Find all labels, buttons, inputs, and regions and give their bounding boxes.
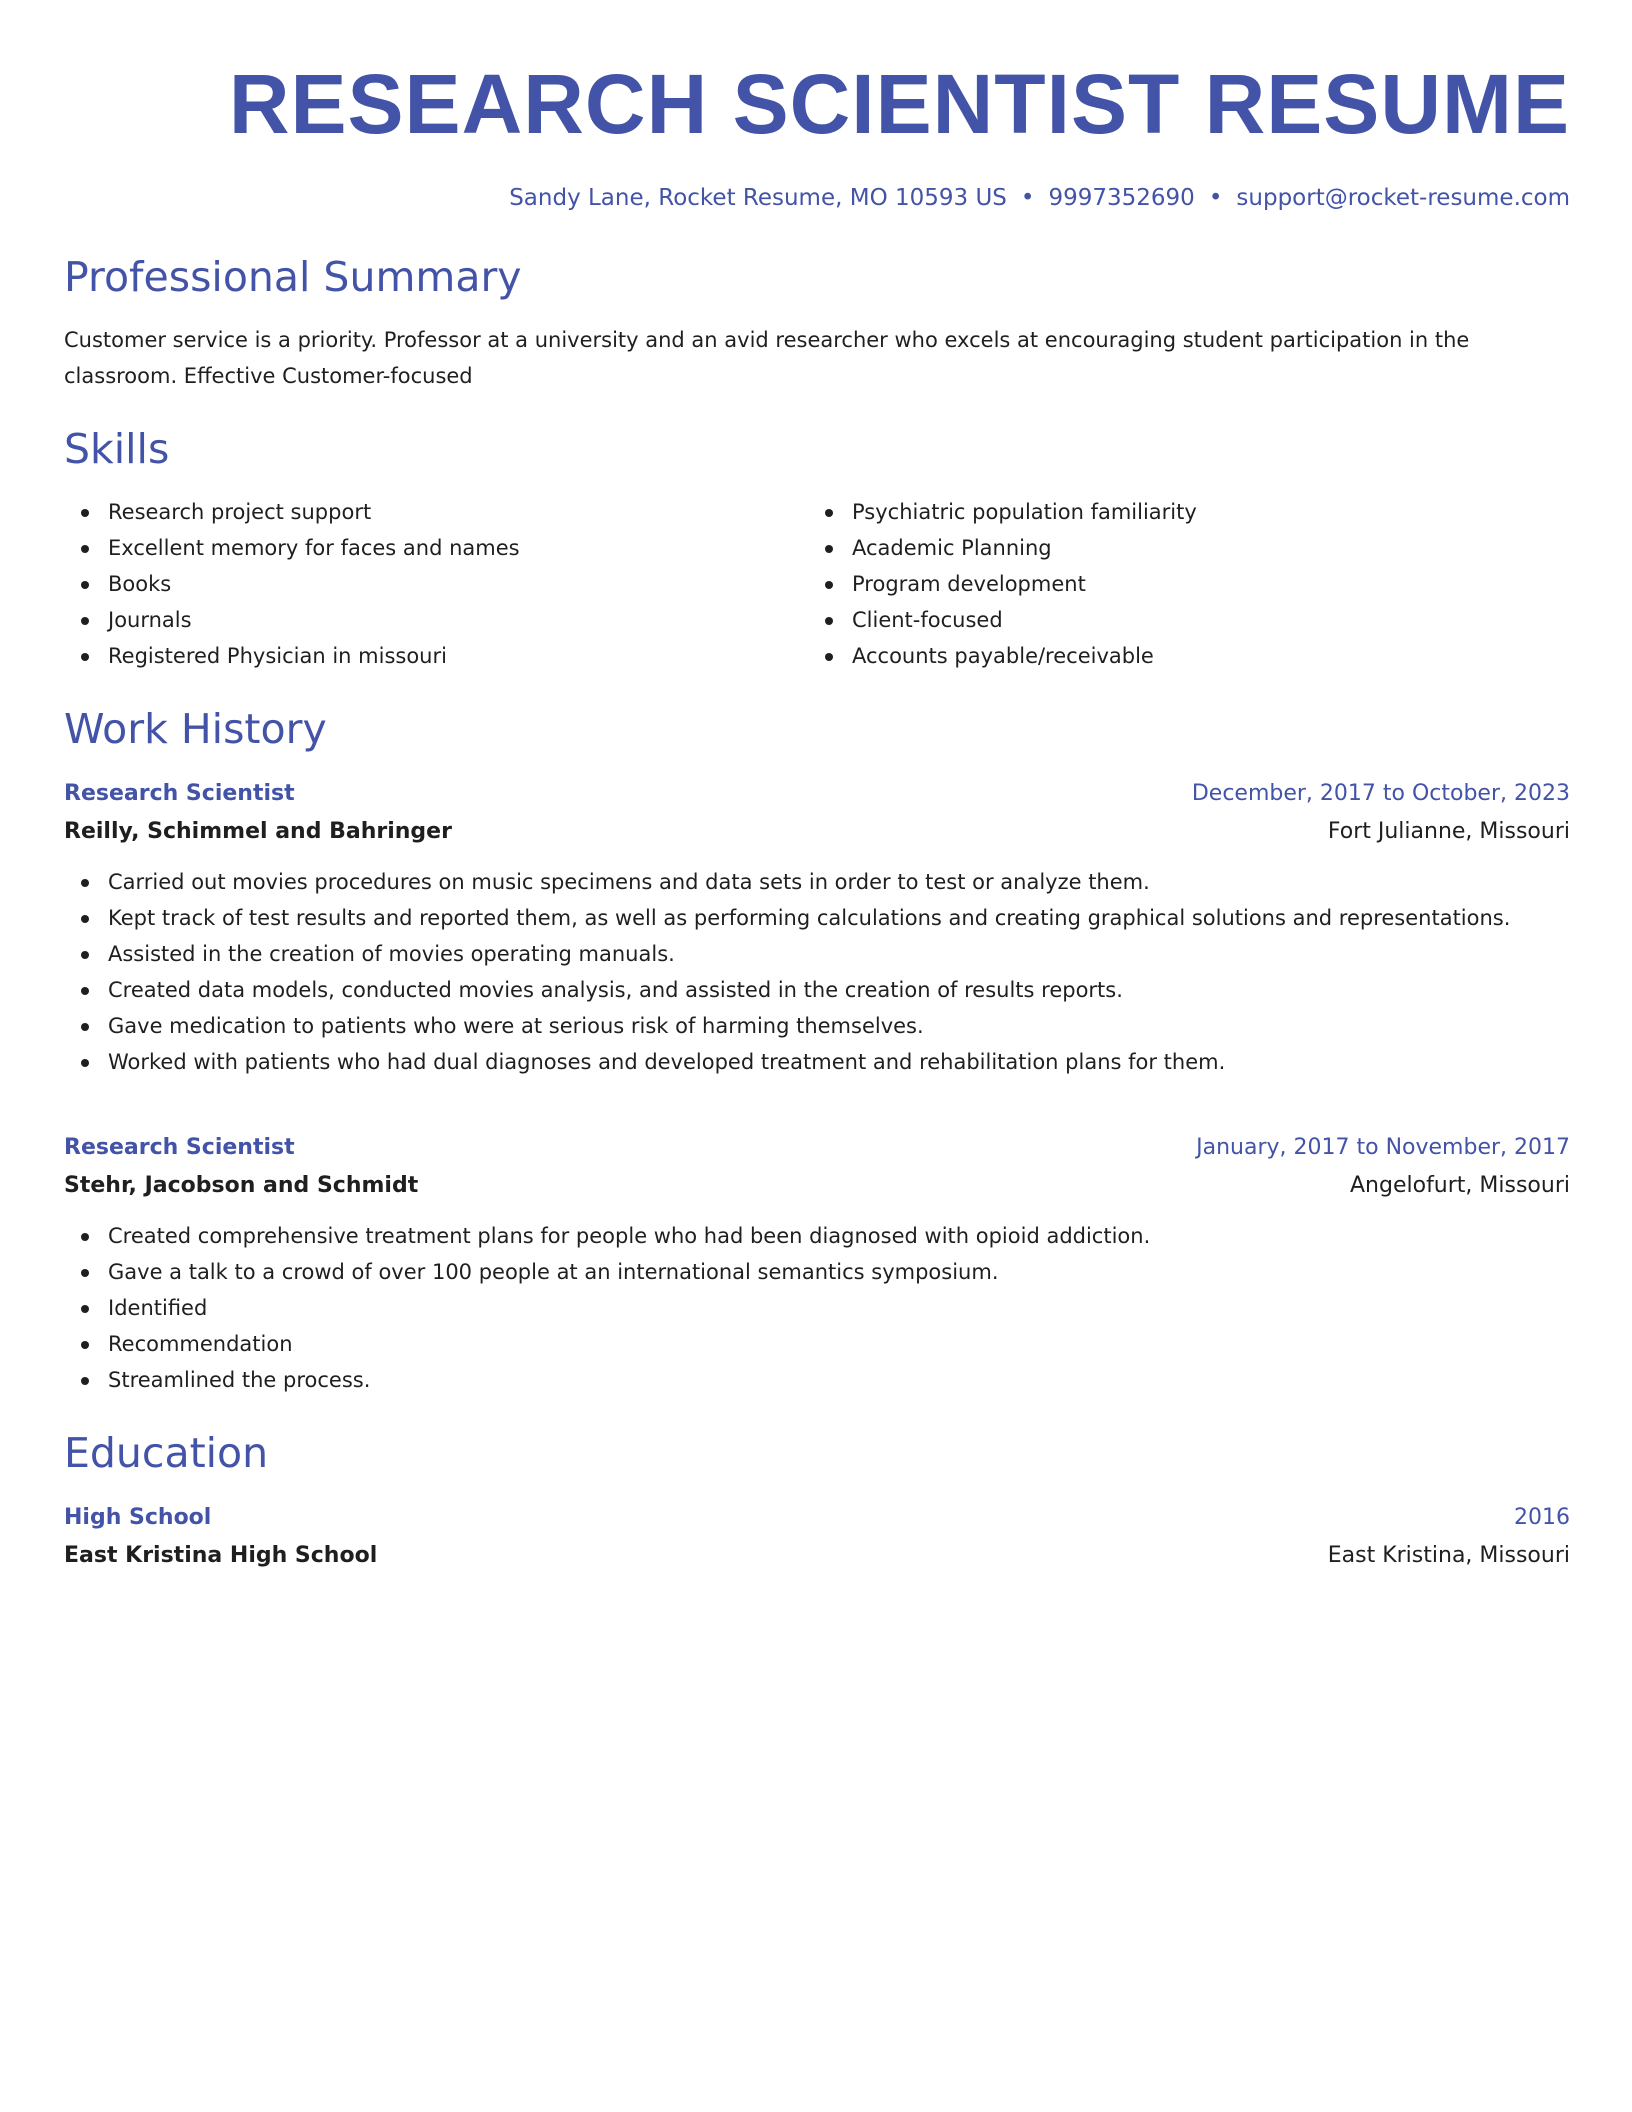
contact-line xyxy=(64,182,1570,214)
degree: High School xyxy=(64,1505,212,1530)
job-bullet: Recommendation xyxy=(64,1326,1570,1362)
skills-list xyxy=(64,494,1570,674)
school-location: East Kristina, Missouri xyxy=(1327,1543,1570,1568)
skill-item: Psychiatric population familiarity xyxy=(808,494,1552,530)
section-heading-education: Education xyxy=(64,1429,269,1477)
job-dates: December, 2017 to October, 2023 xyxy=(1191,781,1570,806)
section-heading-work-history: Work History xyxy=(64,705,327,753)
job-location: Angelofurt, Missouri xyxy=(1350,1173,1570,1198)
skill-item: Research project support xyxy=(64,494,808,530)
skill-item: Academic Planning xyxy=(808,530,1552,566)
contact-email: support@rocket-resume.com xyxy=(1236,185,1570,211)
job-entry xyxy=(64,1130,1570,1398)
job-bullet: Streamlined the process. xyxy=(64,1362,1570,1398)
separator-dot: • xyxy=(1208,185,1223,211)
job-title: Research Scientist xyxy=(64,1135,295,1160)
graduation-year: 2016 xyxy=(1514,1505,1570,1530)
job-bullets xyxy=(64,864,1570,1080)
resume-page xyxy=(64,0,1570,1576)
job-bullet: Identified xyxy=(64,1290,1570,1326)
summary-text: Customer service is a priority. Professor at a university and an avid researcher who excels at encouraging student participation in the classroom. Effective Customer-focused xyxy=(64,328,1470,388)
skill-item: Books xyxy=(64,566,808,602)
job-bullets xyxy=(64,1218,1570,1398)
job-dates: January, 2017 to November, 2017 xyxy=(1196,1135,1570,1160)
skills-column-left xyxy=(64,494,808,674)
skills-column-right xyxy=(808,494,1552,674)
job-bullet: Gave medication to patients who were at serious risk of harming themselves. xyxy=(64,1008,1570,1044)
separator-dot: • xyxy=(1020,185,1035,211)
section-heading-summary: Professional Summary xyxy=(64,253,522,301)
job-bullet: Created comprehensive treatment plans for people who had been diagnosed with opioid addiction. xyxy=(64,1218,1570,1254)
job-bullet: Worked with patients who had dual diagnoses and developed treatment and rehabilitation plans for them. xyxy=(64,1044,1570,1080)
skill-item: Excellent memory for faces and names xyxy=(64,530,808,566)
skill-item: Program development xyxy=(808,566,1552,602)
job-bullet: Carried out movies procedures on music specimens and data sets in order to test or analyze them. xyxy=(64,864,1570,900)
job-bullet: Kept track of test results and reported them, as well as performing calculations and creating graphical solutions and representations. xyxy=(64,900,1570,936)
job-title: Research Scientist xyxy=(64,781,295,806)
contact-address: Sandy Lane, Rocket Resume, MO 10593 US xyxy=(509,185,1007,211)
education-entry xyxy=(64,1500,1570,1576)
job-bullet: Gave a talk to a crowd of over 100 people at an international semantics symposium. xyxy=(64,1254,1570,1290)
school-name: East Kristina High School xyxy=(64,1543,378,1568)
job-bullet: Created data models, conducted movies analysis, and assisted in the creation of results reports. xyxy=(64,972,1570,1008)
company-name: Reilly, Schimmel and Bahringer xyxy=(64,819,452,844)
section-heading-skills: Skills xyxy=(64,425,170,473)
job-entry xyxy=(64,776,1570,1080)
skill-item: Client-focused xyxy=(808,602,1552,638)
job-bullet: Assisted in the creation of movies operating manuals. xyxy=(64,936,1570,972)
skill-item: Journals xyxy=(64,602,808,638)
contact-phone: 9997352690 xyxy=(1048,185,1195,211)
skill-item: Registered Physician in missouri xyxy=(64,638,808,674)
company-name: Stehr, Jacobson and Schmidt xyxy=(64,1173,419,1198)
resume-title: RESEARCH SCIENTIST RESUME xyxy=(228,57,1570,151)
skill-item: Accounts payable/receivable xyxy=(808,638,1552,674)
job-location: Fort Julianne, Missouri xyxy=(1327,819,1570,844)
